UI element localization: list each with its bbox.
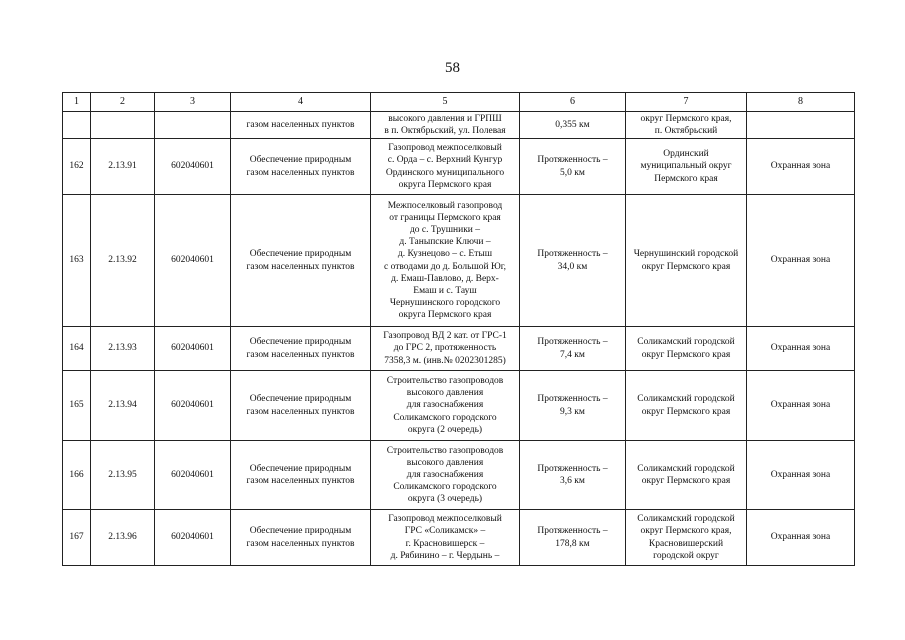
classification-code-cell: 602040601 [155,327,231,371]
classification-code-cell [155,112,231,139]
length-cell: Протяженность – 3,6 км [520,441,626,510]
purpose-cell: Обеспечение природным газом населенных пунктов [231,510,371,566]
length-cell: Протяженность – 34,0 км [520,195,626,327]
object-code-cell: 2.13.96 [91,510,155,566]
purpose-cell: Обеспечение природным газом населенных пунктов [231,327,371,371]
location-cell: Чернушинский городской округ Пермского края [626,195,747,327]
column-header: 8 [747,93,855,112]
zone-cell: Охранная зона [747,195,855,327]
object-description-cell: Газопровод ВД 2 кат. от ГРС-1 до ГРС 2, протяженность 7358,3 м. (инв.№ 0202301285) [371,327,520,371]
length-cell: Протяженность – 9,3 км [520,371,626,441]
table-row [63,510,855,566]
purpose-cell: Обеспечение природным газом населенных пунктов [231,371,371,441]
purpose-cell: газом населенных пунктов [231,112,371,139]
object-code-cell [91,112,155,139]
object-code-cell: 2.13.93 [91,327,155,371]
object-description-cell: высокого давления и ГРПШ в п. Октябрьский, ул. Полевая [371,112,520,139]
location-cell: Соликамский городской округ Пермского края [626,441,747,510]
length-cell: 0,355 км [520,112,626,139]
table-row [63,371,855,441]
column-header: 5 [371,93,520,112]
purpose-cell: Обеспечение природным газом населенных пунктов [231,139,371,195]
classification-code-cell: 602040601 [155,195,231,327]
header-row [63,93,855,112]
object-description-cell: Строительство газопроводов высокого давления для газоснабжения Соликамского городского округа (3 очередь) [371,441,520,510]
location-cell: Соликамский городской округ Пермского края, Красновишерский городской округ [626,510,747,566]
table-row [63,327,855,371]
row-number-cell: 166 [63,441,91,510]
object-code-cell: 2.13.92 [91,195,155,327]
row-number-cell: 162 [63,139,91,195]
zone-cell: Охранная зона [747,510,855,566]
zone-cell: Охранная зона [747,327,855,371]
object-description-cell: Межпоселковый газопровод от границы Пермского края до с. Трушники – д. Таныпские Ключи – д. Кузнецово – с. Етыш с отводами до д. Большой Юг, д. Емаш-Павлово, д. Верх- Емаш и с. Тауш Чернушинского городского округа Пермского края [371,195,520,327]
column-header: 6 [520,93,626,112]
classification-code-cell: 602040601 [155,371,231,441]
location-cell: Соликамский городской округ Пермского края [626,371,747,441]
row-number-cell [63,112,91,139]
object-description-cell: Газопровод межпоселковый с. Орда – с. Верхний Кунгур Ординского муниципального округа Пермского края [371,139,520,195]
zone-cell: Охранная зона [747,441,855,510]
row-number-cell: 167 [63,510,91,566]
continuation-row [63,112,855,139]
column-header: 4 [231,93,371,112]
length-cell: Протяженность – 178,8 км [520,510,626,566]
length-cell: Протяженность – 7,4 км [520,327,626,371]
table-row [63,195,855,327]
object-code-cell: 2.13.91 [91,139,155,195]
zone-cell: Охранная зона [747,139,855,195]
classification-code-cell: 602040601 [155,510,231,566]
length-cell: Протяженность – 5,0 км [520,139,626,195]
classification-code-cell: 602040601 [155,139,231,195]
column-header: 1 [63,93,91,112]
zone-cell: Охранная зона [747,371,855,441]
location-cell: округ Пермского края, п. Октябрьский [626,112,747,139]
column-header: 2 [91,93,155,112]
zone-cell [747,112,855,139]
object-description-cell: Строительство газопроводов высокого давления для газоснабжения Соликамского городского округа (2 очередь) [371,371,520,441]
purpose-cell: Обеспечение природным газом населенных пунктов [231,441,371,510]
classification-code-cell: 602040601 [155,441,231,510]
table-row [63,139,855,195]
purpose-cell: Обеспечение природным газом населенных пунктов [231,195,371,327]
column-header: 7 [626,93,747,112]
object-code-cell: 2.13.94 [91,371,155,441]
column-header: 3 [155,93,231,112]
page-number: 58 [445,60,460,76]
row-number-cell: 164 [63,327,91,371]
registry-table [62,92,855,566]
object-code-cell: 2.13.95 [91,441,155,510]
location-cell: Соликамский городской округ Пермского края [626,327,747,371]
row-number-cell: 163 [63,195,91,327]
object-description-cell: Газопровод межпоселковый ГРС «Соликамск» – г. Красновишерск – д. Рябинино – г. Чердынь – [371,510,520,566]
table-row [63,441,855,510]
row-number-cell: 165 [63,371,91,441]
location-cell: Ординский муниципальный округ Пермского края [626,139,747,195]
